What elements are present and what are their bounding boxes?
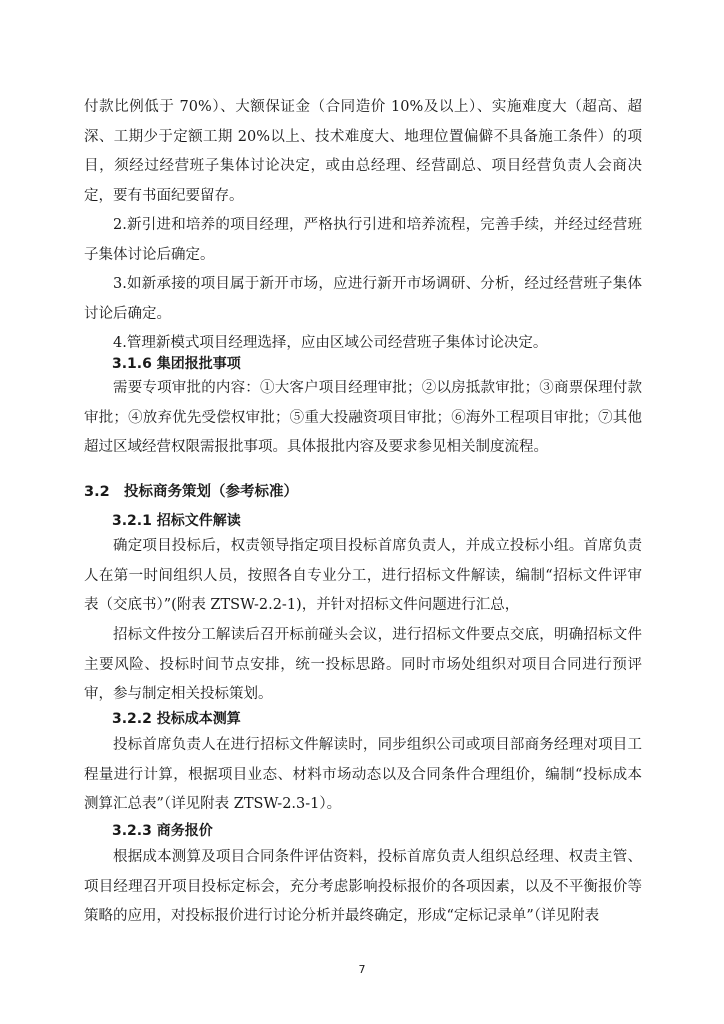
paragraph-cost-estimate: 投标首席负责人在进行招标文件解读时，同步组织公司或项目部商务经理对项目工程量进行计算，根据项目业态、材料市场动态以及合同条件合理组价，编制“投标成本测算汇总表”（详见附表 ZTSW-2.3-1）。	[84, 737, 642, 812]
paragraph-item-3: 3.如新承接的项目属于新开市场，应进行新开市场调研、分析，经过经营班子集体讨论后确定。	[84, 276, 642, 322]
paragraph-item-4: 4.管理新模式项目经理选择，应由区域公司经营班子集体讨论决定。	[113, 335, 548, 351]
heading-3-2	[84, 481, 298, 503]
heading-3-2-number: 3.2	[84, 484, 110, 500]
paragraph-tender-briefing: 招标文件按分工解读后召开标前碰头会议，进行招标文件要点交底，明确招标文件主要风险、投标时间节点安排，统一投标思路。同时市场处组织对项目合同进行预评审，参与制定相关投标策划。	[84, 627, 642, 702]
paragraph-tender-reading: 确定项目投标后，权责领导指定项目投标首席负责人，并成立投标小组。首席负责人在第一时间组织人员，按照各自专业分工，进行招标文件解读，编制“招标文件评审表（交底书）”(附表 ZTSW-2.2-1)，并针对招标文件问题进行汇总，	[84, 538, 642, 613]
page-number: 7	[358, 963, 366, 976]
heading-3-1-6: 3.1.6 集团报批事项	[112, 356, 241, 372]
heading-3-2-title: 投标商务策划（参考标准）	[124, 484, 298, 500]
heading-3-2-3: 3.2.3 商务报价	[112, 823, 213, 839]
paragraph-special-approval: 需要专项审批的内容：①大客户项目经理审批；②以房抵款审批；③商票保理付款审批；④放弃优先受偿权审批；⑤重大投融资项目审批；⑥海外工程项目审批；⑦其他超过区域经营权限需报批事项。具体报批内容及要求参见相关制度流程。	[84, 380, 642, 455]
heading-3-2-1: 3.2.1 招标文件解读	[112, 513, 241, 529]
paragraph-risk-projects: 付款比例低于 70%）、大额保证金（合同造价 10%及以上）、实施难度大（超高、超深、工期少于定额工期 20%以上、技术难度大、地理位置偏僻不具备施工条件）的项目，须经过经营班子集体讨论决定，或由总经理、经营副总、项目经营负责人会商决定，要有书面纪要留存。	[84, 99, 642, 204]
heading-3-2-2: 3.2.2 投标成本测算	[112, 711, 241, 727]
paragraph-commercial-quote: 根据成本测算及项目合同条件评估资料，投标首席负责人组织总经理、权责主管、项目经理召开项目投标定标会，充分考虑影响投标报价的各项因素，以及不平衡报价等策略的应用，对投标报价进行讨论分析并最终确定，形成“定标记录单”（详见附表	[84, 849, 642, 924]
paragraph-item-2: 2.新引进和培养的项目经理，严格执行引进和培养流程，完善手续，并经过经营班子集体讨论后确定。	[84, 217, 642, 263]
